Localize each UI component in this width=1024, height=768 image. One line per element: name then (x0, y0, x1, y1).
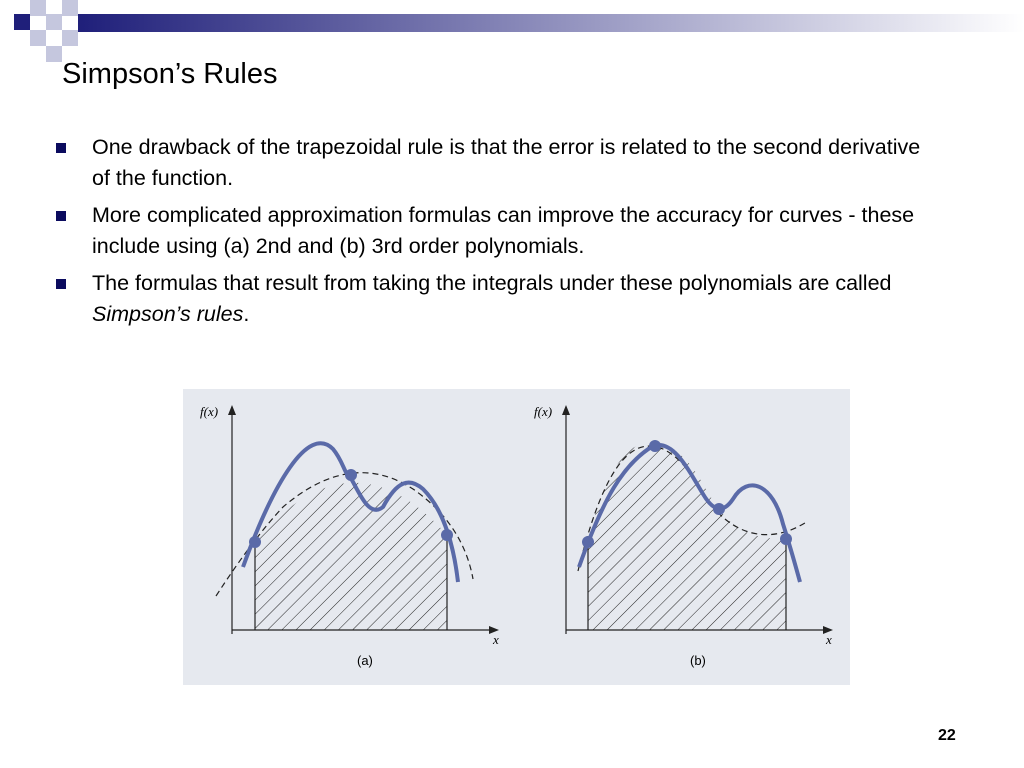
y-axis-label-b: f(x) (534, 404, 553, 419)
node-point (441, 529, 453, 541)
bullet-text: One drawback of the trapezoidal rule is that the error is related to the second derivative of the function. (92, 135, 921, 190)
square-bullet-icon (56, 143, 66, 153)
bullet-text: More complicated approximation formulas can improve the accuracy for curves - these include using (a) 2nd and (b) 3rd order polynomials. (92, 203, 915, 258)
node-point (713, 503, 725, 515)
bullet-text: The formulas that result from taking the integrals under these polynomials are called (92, 271, 892, 295)
bullet-text-end: . (243, 302, 250, 326)
x-axis-label-b: x (826, 632, 832, 647)
simpson-figure (183, 389, 850, 685)
y-axis-label-a: f(x) (200, 404, 219, 419)
panel-b (534, 404, 833, 668)
bullet-item (56, 268, 936, 330)
square-bullet-icon (56, 279, 66, 289)
caption-a: (a) (357, 653, 373, 668)
bullet-item (56, 132, 936, 194)
header-decoration (0, 0, 1024, 64)
node-point (345, 469, 357, 481)
page-number: 22 (938, 727, 956, 744)
caption-b: (b) (690, 653, 706, 668)
node-point (582, 536, 594, 548)
hatched-area-b (588, 419, 786, 630)
x-axis-label-a: x (493, 632, 499, 647)
slide-title: Simpson’s Rules (62, 58, 278, 90)
bullet-list (56, 132, 936, 336)
panel-a (200, 404, 499, 668)
bullet-emphasis: Simpson’s rules (92, 302, 244, 326)
node-point (649, 440, 661, 452)
bullet-item (56, 200, 936, 262)
node-point (249, 536, 261, 548)
node-point (780, 533, 792, 545)
square-bullet-icon (56, 211, 66, 221)
